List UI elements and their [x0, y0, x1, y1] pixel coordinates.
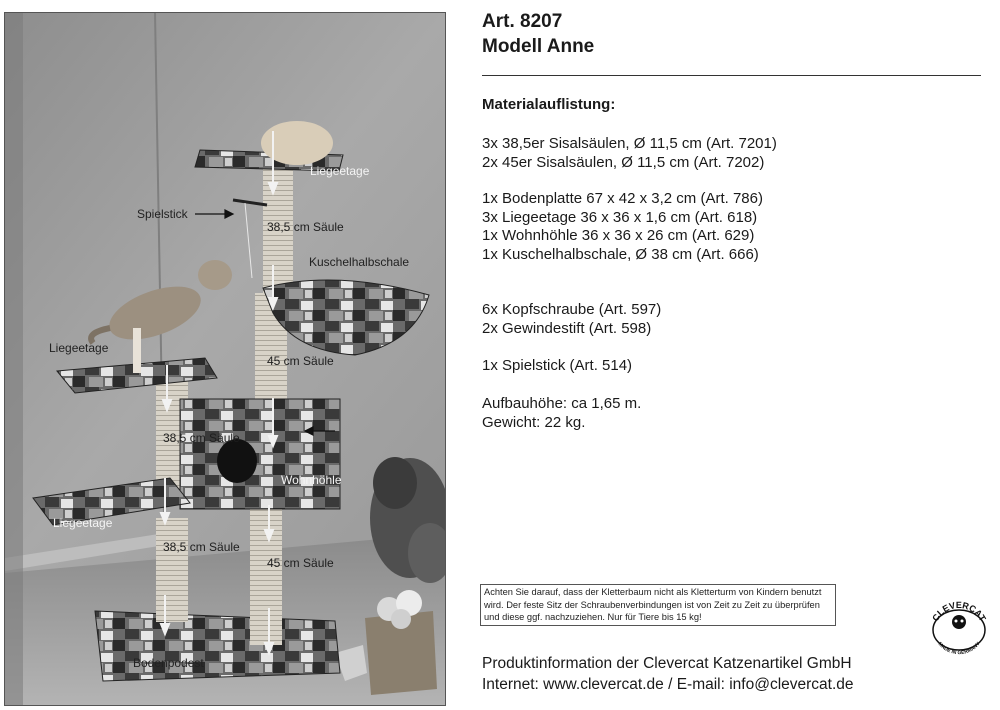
den-entrance: [217, 439, 257, 483]
label-play-stick: Spielstick: [137, 207, 188, 221]
product-photo: [4, 12, 446, 706]
logo-brand: CLEVERCAT: [930, 600, 988, 623]
article-number: Art. 8207: [482, 11, 563, 32]
label-den: Wohnhöhle: [281, 473, 342, 487]
cat-tree-illustration: [5, 13, 446, 706]
logo-tagline: MADE IN GERMANY: [936, 641, 982, 657]
cat-top: [261, 121, 333, 165]
label-post-bottom-right: 45 cm Säule: [267, 556, 334, 570]
label-left-shelf-upper: Liegeetage: [49, 341, 109, 355]
list-item: 1x Bodenplatte 67 x 42 x 3,2 cm (Art. 786): [482, 190, 763, 207]
label-left-shelf-lower: Liegeetage: [53, 516, 113, 530]
list-item: 2x Gewindestift (Art. 598): [482, 319, 652, 337]
parts-group: [482, 190, 763, 264]
footer: [482, 653, 854, 695]
toy-group: [482, 357, 632, 376]
list-item: 1x Wohnhöhle 36 x 36 x 26 cm (Art. 629): [482, 227, 755, 244]
label-top-shelf: Liegeetage: [310, 164, 370, 178]
divider: [482, 75, 981, 76]
contact-info: Internet: www.clevercat.de / E-mail: info@clevercat.de: [482, 676, 854, 693]
specs-group: [482, 395, 641, 432]
assembly-height: Aufbauhöhe: ca 1,65 m.: [482, 395, 642, 412]
posts-group: [482, 135, 777, 172]
label-post-bottom-left: 38,5 cm Säule: [163, 540, 240, 554]
screws-group: [482, 301, 661, 338]
label-cuddle-bowl: Kuschelhalbschale: [309, 255, 410, 269]
list-item: 6x Kopfschraube (Art. 597): [482, 301, 662, 318]
post-bottom-left: [156, 518, 188, 622]
list-item: 3x Liegeetage 36 x 36 x 1,6 cm (Art. 618): [482, 208, 758, 226]
list-item: 2x 45er Sisalsäulen, Ø 11,5 cm (Art. 7202): [482, 153, 765, 171]
safety-notice: Achten Sie darauf, dass der Kletterbaum nicht als Kletterturm von Kindern benutzt wird. Der feste Sitz der Schraubenverbindungen ist von Zeit zu Zeit zu überprüfen und diese ggf. nachzuziehen. Nur für Tiere bis 15 kg!: [480, 584, 836, 626]
base-plate: [95, 611, 340, 681]
clevercat-logo: [927, 600, 991, 665]
list-item: 1x Kuschelhalbschale, Ø 38 cm (Art. 666): [482, 245, 759, 263]
label-base: Bodenpodest: [133, 656, 204, 670]
model-name: Modell Anne: [482, 36, 595, 57]
materials-heading: Materialauflistung:: [482, 96, 616, 113]
label-post-top: 38,5 cm Säule: [267, 220, 344, 234]
den-box: [180, 399, 340, 509]
curtain: [5, 13, 23, 706]
label-post-middle-left: 38,5 cm Säule: [163, 431, 240, 445]
post-bottom-right: [250, 505, 282, 645]
weight: Gewicht: 22 kg.: [482, 413, 586, 431]
list-item: 1x Spielstick (Art. 514): [482, 357, 633, 374]
label-post-middle-right: 45 cm Säule: [267, 354, 334, 368]
material-list: [482, 96, 615, 115]
list-item: 3x 38,5er Sisalsäulen, Ø 11,5 cm (Art. 7201): [482, 135, 777, 152]
article-header: [482, 9, 594, 59]
company-info: Produktinformation der Clevercat Katzenartikel GmbH: [482, 655, 852, 672]
